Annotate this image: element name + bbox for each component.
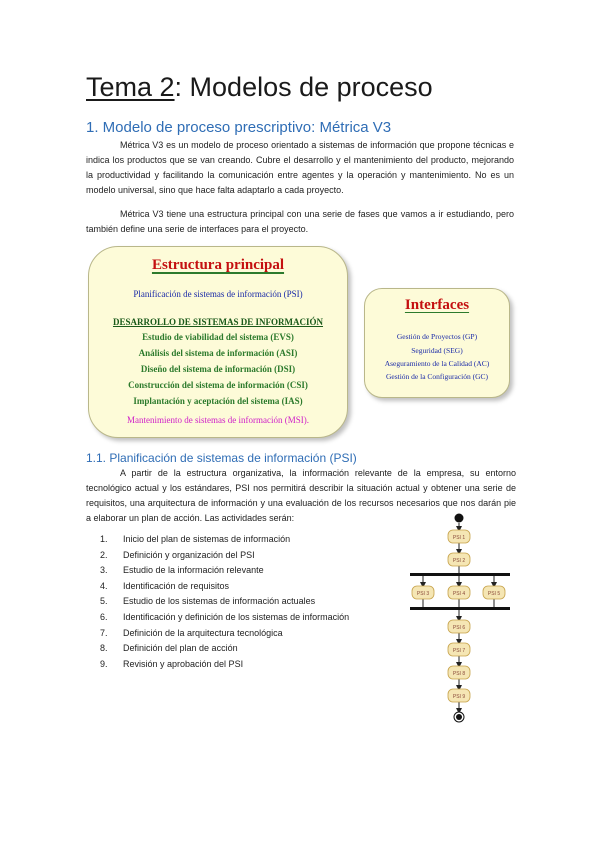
interface-item: Gestión de la Configuración (GC) — [385, 372, 489, 381]
title-rest: : Modelos de proceso — [174, 72, 433, 102]
estructura-activity: Construcción del sistema de información (CSI) — [128, 380, 308, 390]
flow-node — [448, 553, 470, 566]
title-prefix: Tema 2 — [86, 72, 175, 102]
list-item — [100, 626, 349, 642]
flow-node — [448, 643, 470, 656]
list-item — [100, 579, 349, 595]
estructura-activity: Implantación y aceptación del sistema (IAS) — [133, 396, 303, 406]
flow-node — [448, 666, 470, 679]
fork-bar — [410, 573, 510, 576]
list-item-label: Inicio del plan de sistemas de información — [123, 534, 291, 544]
psi-activity-diagram — [408, 512, 512, 724]
section-1-1-paragraph: A partir de la estructura organizativa, la información relevante de la empresa, su entorno tecnológico actual y los estándares, PSI nos permitirá describir la situación actual y obtener una serie de requisitos, una arquitectura de información y una evaluación de los recursos necesarios que nos darán pie a elaborar un plan de acción. Las actividades serán: — [86, 468, 516, 523]
list-item-label: Revisión y aprobación del PSI — [123, 658, 244, 669]
list-item — [100, 657, 349, 673]
estructura-activity: Estudio de viabilidad del sistema (EVS) — [142, 332, 294, 342]
estructura-msi: Mantenimiento de sistemas de información (MSI). — [127, 415, 309, 425]
section-1-1-heading: 1.1. Planificación de sistemas de información (PSI) — [86, 451, 357, 465]
svg-text:PSI 3: PSI 3 — [416, 591, 430, 597]
list-item-number: 1. — [100, 534, 108, 544]
list-item-number: 9. — [100, 658, 108, 669]
list-item-label: Identificación y definición de los sistemas de información — [123, 611, 350, 622]
list-item-label: Estudio de la información relevante — [123, 565, 264, 576]
join-bar — [410, 607, 510, 610]
list-item-label: Definición de la arquitectura tecnológica — [123, 627, 283, 638]
svg-text:PSI 8: PSI 8 — [452, 671, 466, 677]
section-1-paragraph-1: Métrica V3 es un modelo de proceso orientado a sistemas de información que propone técnicas e indica los productos que se van creando. Cubre el desarrollo y el mantenimiento del producto, mejorando la productividad y facilitando la comunicación entre agentes y la operación y mantenimiento. No es un modelo universal, sino que hace falta adaptarlo a cada proyecto. — [86, 140, 514, 195]
svg-text:PSI 2: PSI 2 — [452, 558, 466, 564]
list-item-label: Definición del plan de acción — [123, 643, 238, 654]
estructura-activity: Análisis del sistema de información (ASI) — [138, 348, 298, 358]
list-item-label: Estudio de los sistemas de información actuales — [123, 596, 316, 607]
list-item — [100, 532, 349, 548]
list-item-number: 6. — [100, 611, 108, 622]
list-item-number: 5. — [100, 596, 108, 607]
svg-text:PSI 1: PSI 1 — [452, 535, 466, 541]
estructura-activity: Diseño del sistema de información (DSI) — [140, 364, 296, 374]
list-item-number: 3. — [100, 565, 108, 576]
svg-text:PSI 4: PSI 4 — [452, 591, 466, 597]
list-item-number: 4. — [100, 580, 108, 591]
flow-node — [448, 586, 470, 599]
flow-node — [483, 586, 505, 599]
list-item-number: 7. — [100, 627, 108, 638]
estructura-psi: Planificación de sistemas de información (PSI) — [133, 289, 303, 299]
interfaces-box — [364, 288, 510, 398]
list-item-number: 8. — [100, 643, 108, 654]
estructura-dsi-heading: DESARROLLO DE SISTEMAS DE INFORMACIÓN — [112, 317, 324, 327]
interfaces-title: Interfaces — [404, 297, 470, 313]
list-item-label: Identificación de requisitos — [123, 580, 230, 591]
list-item — [100, 594, 349, 610]
list-item-number: 2. — [100, 549, 108, 560]
flow-node — [448, 530, 470, 543]
activity-list — [100, 532, 349, 672]
svg-text:PSI 6: PSI 6 — [452, 625, 466, 631]
estructura-principal-box — [88, 246, 348, 438]
page-title — [86, 72, 433, 103]
interface-item: Seguridad (SEG) — [411, 346, 463, 355]
section-1-heading: 1. Modelo de proceso prescriptivo: Métrica V3 — [86, 119, 392, 136]
list-item — [100, 641, 349, 657]
flow-node — [448, 620, 470, 633]
section-1-paragraph-2: Métrica V3 tiene una estructura principal con una serie de fases que vamos a ir estudiando, pero también define una serie de interfaces para el proyecto. — [86, 209, 514, 234]
list-item-label: Definición y organización del PSI — [123, 549, 255, 560]
interface-item: Aseguramiento de la Calidad (AC) — [384, 359, 490, 368]
list-item — [100, 563, 349, 579]
estructura-title: Estructura principal — [151, 257, 285, 273]
svg-text:PSI 9: PSI 9 — [452, 694, 466, 700]
list-item — [100, 548, 349, 564]
flow-node — [448, 689, 470, 702]
start-node-icon — [455, 514, 464, 523]
svg-text:PSI 5: PSI 5 — [487, 591, 501, 597]
list-item — [100, 610, 349, 626]
flow-node — [412, 586, 434, 599]
svg-text:PSI 7: PSI 7 — [452, 648, 466, 654]
interface-item: Gestión de Proyectos (GP) — [396, 332, 478, 341]
